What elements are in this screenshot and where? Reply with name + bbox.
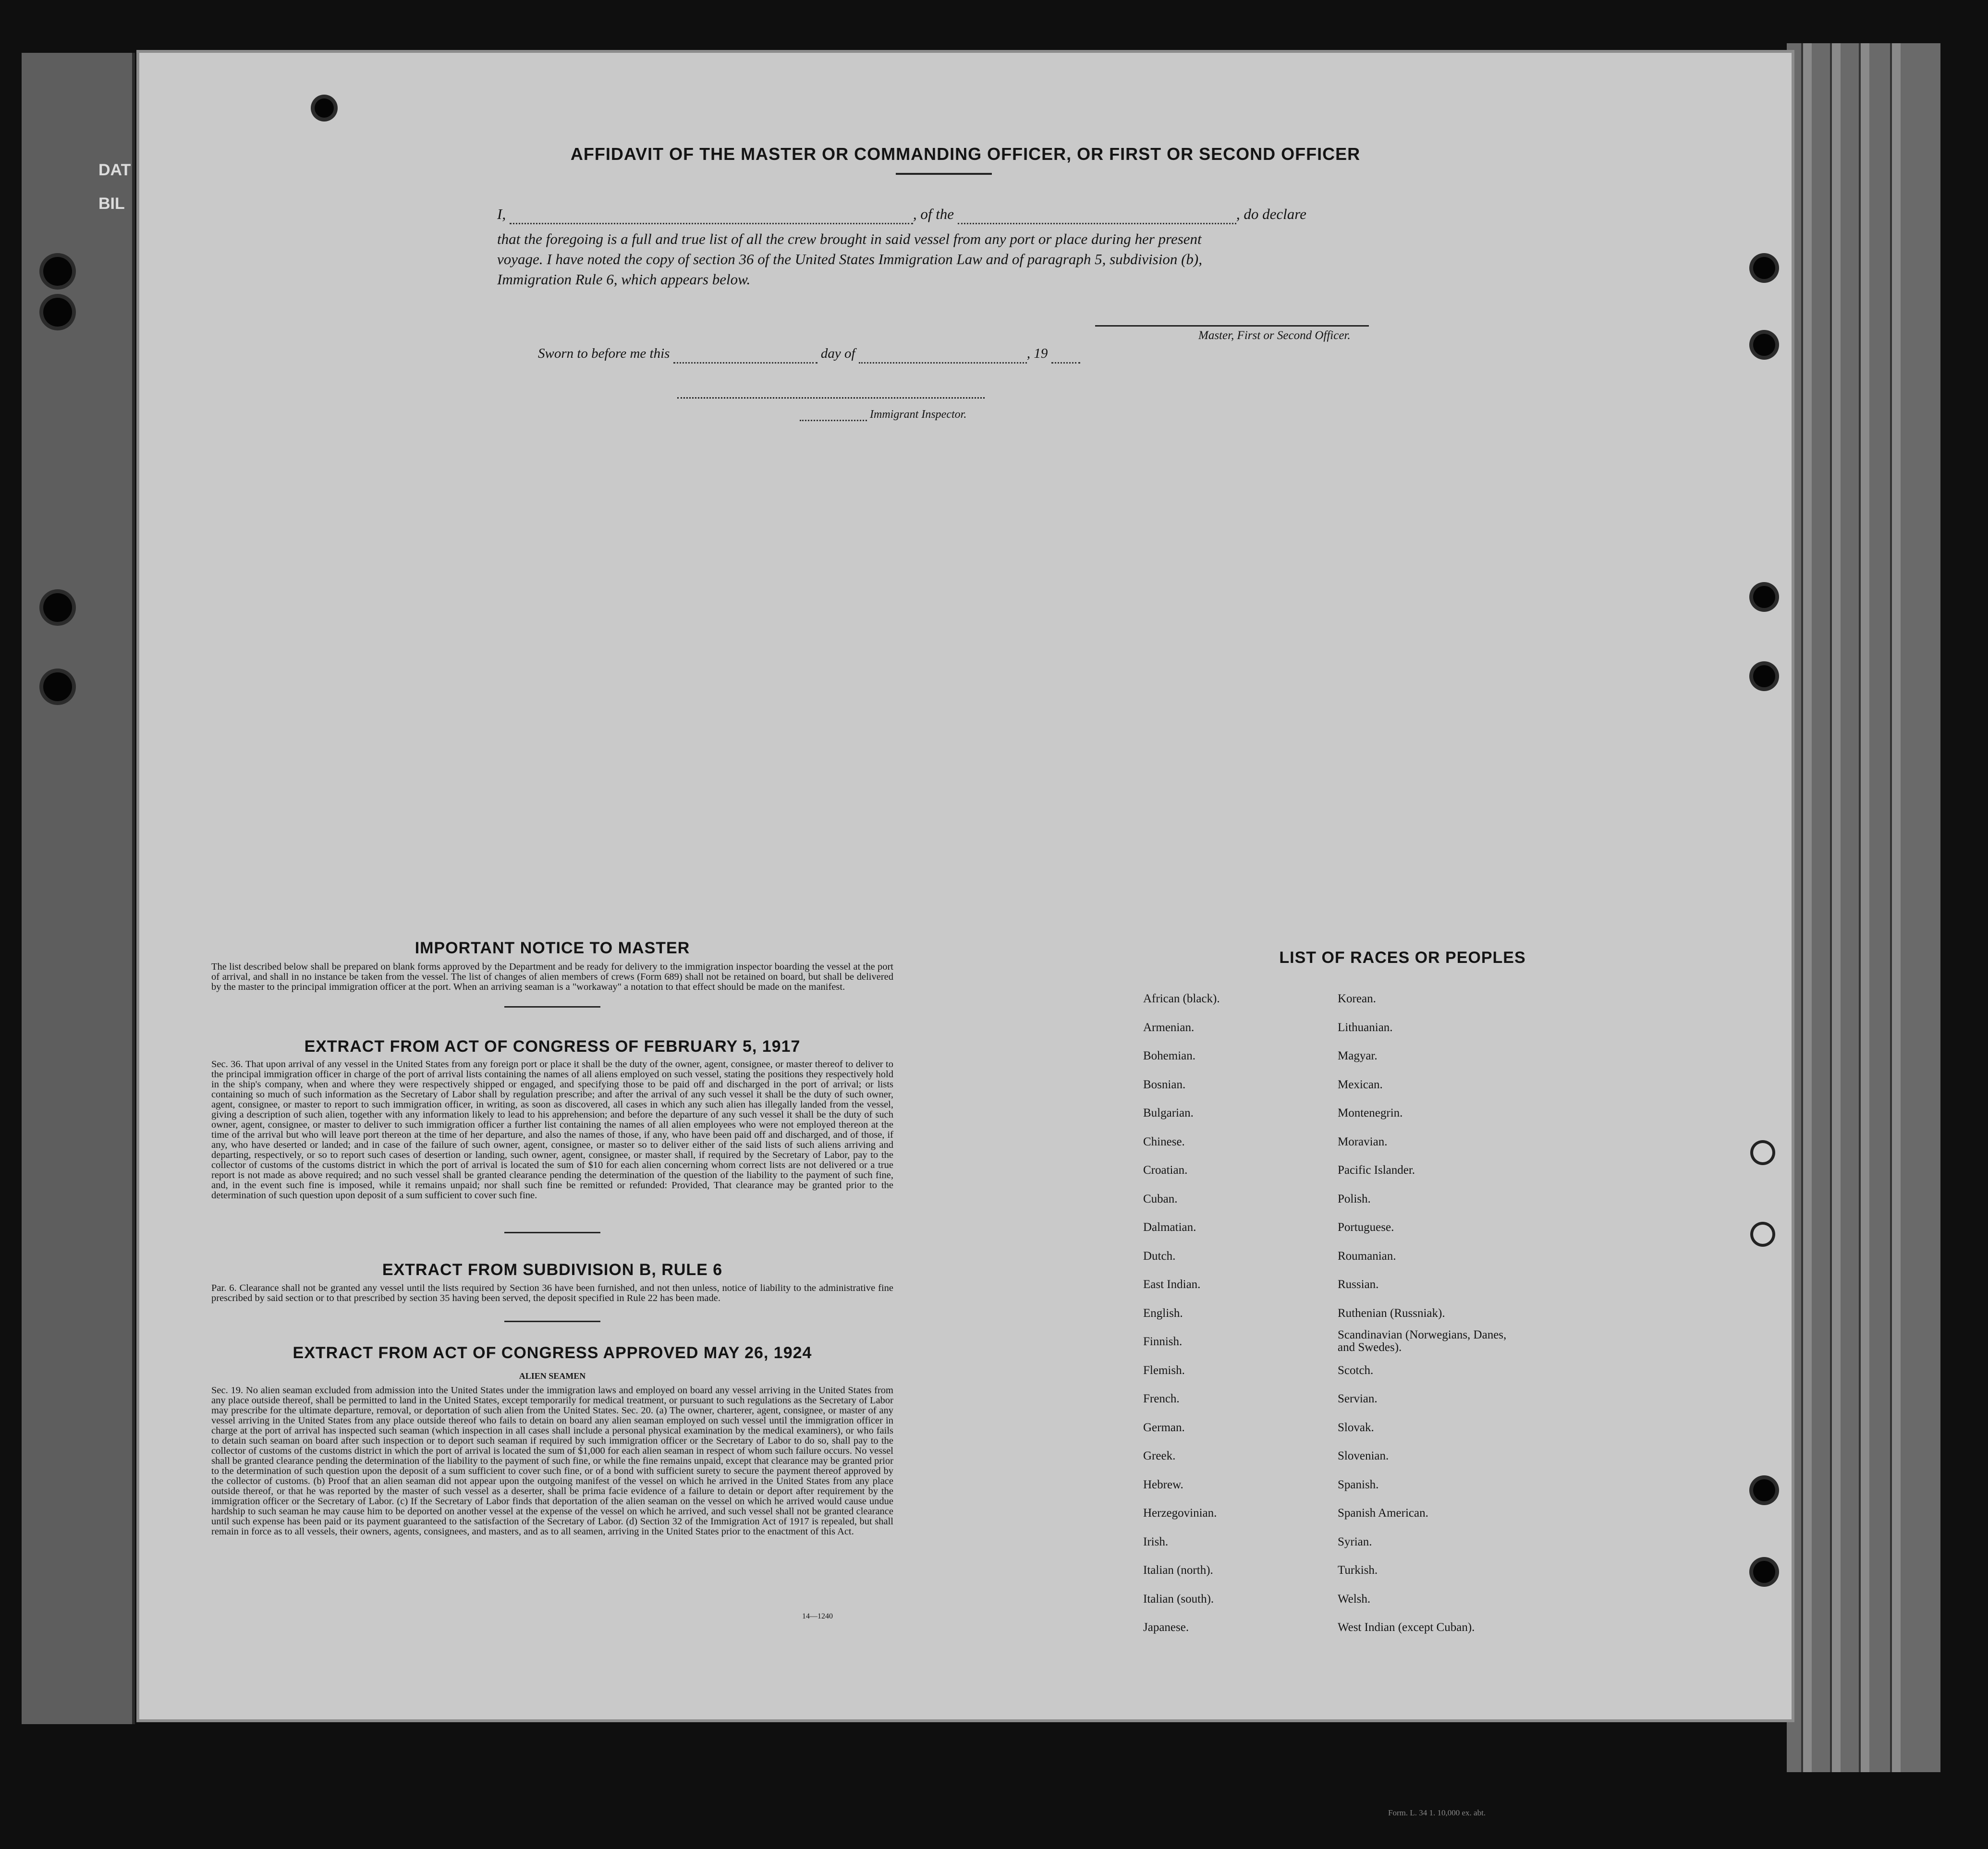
race-item: Croatian. bbox=[1143, 1164, 1188, 1177]
race-item: Slovenian. bbox=[1338, 1449, 1389, 1462]
binder-left bbox=[22, 53, 135, 1724]
punch-hole bbox=[1753, 586, 1775, 608]
punch-hole bbox=[1753, 1225, 1772, 1244]
race-item: Dutch. bbox=[1143, 1249, 1176, 1263]
section-rule bbox=[504, 1321, 600, 1322]
sworn-line bbox=[538, 343, 1210, 364]
extract2-text: Par. 6. Clearance shall not be granted any vessel until the lists required by Section 36 have been furnished, and not then unless, notice of liability to the administrative fine prescribed by said section or to that prescribed by section 35 having been served, the deposit specified in Rule 22 has been made. bbox=[211, 1283, 893, 1303]
punch-hole bbox=[1753, 1143, 1772, 1162]
extract1-text: Sec. 36. That upon arrival of any vessel in the United States from any foreign port or place it shall be the duty of the owner, agent, consignee, or master thereof to deliver to the principal immigration officer in charge of the port of arrival lists containing the names of all aliens employed on such vessel, stating the positions they respectively hold in the ship's company, when and where they were respectively shipped or engaged, and specifying those to be paid off and discharged in the port of arrival; or lists containing so much of such information as the Secretary of Labor shall by regulation prescribe; and after the arrival of any such vessel it shall be the duty of such owner, agent, consignee, or master to report to such immigration officer, in writing, as soon as discovered, all cases in which any such alien has illegally landed from the vessel, giving a description of such alien, together with any information likely to lead to his apprehension; and before the departure of any such vessel it shall be the duty of such owner, agent, consignee, or master to deliver to such immigration officer a further list containing the names of all alien employees who were not employed thereon at the time of the arrival but who will leave port thereon at the time of her departure, and also the names of those, if any, who have been paid off and discharged, and of those, if any, who have deserted or landed; and in case of the failure of such owner, agent, consignee, or master so to deliver either of the said lists of such aliens arriving and departing, respectively, or so to report such cases of desertion or landing, such owner, agent, consignee, or master shall, if required by the Secretary of Labor, pay to the collector of customs of the customs district in which the port of arrival is located the sum of $10 for each alien concerning whom correct lists are not delivered or a true report is not made as above required; and no such vessel shall be granted clearance pending the determination of the question of the liability to the payment of such fine, and, in the event such fine is imposed, while it remains unpaid; nor shall such fine be remitted or refunded: Provided, That clearance may be granted prior to the determination of such question upon deposit of a sum sufficient to cover such fine. bbox=[211, 1059, 893, 1201]
inspector-label-text: Immigrant Inspector. bbox=[870, 408, 967, 421]
binder-right-edges bbox=[1787, 43, 1940, 1772]
sworn-month-field[interactable] bbox=[859, 349, 1027, 364]
margin-label-bil: BIL bbox=[98, 195, 125, 213]
race-item: Finnish. bbox=[1143, 1335, 1183, 1348]
race-item: Flemish. bbox=[1143, 1363, 1185, 1377]
form-code: 14—1240 bbox=[802, 1612, 833, 1620]
race-item: Italian (north). bbox=[1143, 1564, 1213, 1577]
race-item: Scandinavian (Norwegians, Danes, and Swedes). bbox=[1338, 1328, 1507, 1354]
notice-heading: IMPORTANT NOTICE TO MASTER bbox=[415, 939, 690, 957]
master-signature-label: Master, First or Second Officer. bbox=[1198, 329, 1351, 342]
race-item: Spanish American. bbox=[1338, 1507, 1428, 1520]
punch-hole bbox=[1753, 1561, 1775, 1583]
race-item: Mexican. bbox=[1338, 1078, 1383, 1091]
race-item: Pacific Islander. bbox=[1338, 1164, 1415, 1177]
race-item: Polish. bbox=[1338, 1192, 1371, 1205]
race-item: Bohemian. bbox=[1143, 1049, 1196, 1062]
section-rule bbox=[504, 1006, 600, 1008]
race-item: Greek. bbox=[1143, 1449, 1176, 1462]
race-item: Turkish. bbox=[1338, 1564, 1378, 1577]
race-item: Slovak. bbox=[1338, 1421, 1374, 1434]
punch-hole bbox=[1753, 665, 1775, 687]
race-item: Montenegrin. bbox=[1338, 1107, 1403, 1119]
punch-hole bbox=[1753, 334, 1775, 356]
inspector-label bbox=[800, 408, 966, 421]
race-item: Welsh. bbox=[1338, 1592, 1371, 1606]
title-rule bbox=[896, 173, 992, 175]
declarant-name-field[interactable] bbox=[510, 209, 913, 224]
declaration-line-2: that the foregoing is a full and true list of all the crew brought in said vessel from any port or place during her present bbox=[497, 231, 1202, 247]
form-sheet bbox=[139, 53, 1792, 1719]
race-item: Korean. bbox=[1338, 992, 1376, 1005]
race-item: Roumanian. bbox=[1338, 1249, 1396, 1263]
race-item: East Indian. bbox=[1143, 1278, 1201, 1291]
extract2-heading: EXTRACT FROM SUBDIVISION B, RULE 6 bbox=[382, 1261, 723, 1279]
punch-hole bbox=[1753, 257, 1775, 279]
race-item: Irish. bbox=[1143, 1535, 1169, 1548]
race-item: Japanese. bbox=[1143, 1621, 1189, 1634]
inspector-signature-line[interactable] bbox=[677, 397, 985, 399]
race-item: Bosnian. bbox=[1143, 1078, 1186, 1091]
race-item: Chinese. bbox=[1143, 1135, 1185, 1148]
race-item: Italian (south). bbox=[1143, 1592, 1214, 1606]
race-item: Armenian. bbox=[1143, 1021, 1195, 1034]
sworn-prefix: Sworn to before me this bbox=[538, 346, 670, 361]
extract3-text: Sec. 19. No alien seaman excluded from admission into the United States under the immigration laws and employed on board any vessel arriving in the United States from any place outside thereof, shall be permitted to land in the United States, except temporarily for medical treatment, or pursuant to such regulations as the Secretary of Labor may prescribe for the ultimate departure, removal, or deportation of such alien from the United States. Sec. 20. (a) The owner, charterer, agent, consignee, or master of any vessel arriving in the United States from any place outside thereof who fails to detain on board any alien seaman employed on such vessel until the immigration officer in charge at the port of arrival has inspected such seaman (which inspection in all cases shall include a personal physical examination by the medical examiners), or who fails to detain such seaman on board after such inspection or to deport such seaman if required by such immigration officer or the Secretary of Labor to do so, shall pay to the collector of customs of the customs district in which the port of arrival is located the sum of $1,000 for each alien seaman in respect of whom such failure occurs. No vessel shall be granted clearance pending the determination of the liability to the payment of such fine, or while the fine remains unpaid, except that clearance may be granted prior to the determination of such question upon the deposit of a sum sufficient to cover such fine, or of a bond with sufficient surety to secure the payment thereof approved by the collector of customs. (b) Proof that an alien seaman did not appear upon the outgoing manifest of the vessel on which he arrived in the United States from any place outside thereof, or that he was reported by the master of such vessel as a deserter, shall be prima facie evidence of a failure to detain or deport after requirement by the immigration officer or the Secretary of Labor. (c) If the Secretary of Labor finds that deportation of the alien seaman on the vessel on which he arrived would cause undue hardship to such seaman he may cause him to be deported on another vessel at the expense of the vessel on which he arrived, and such vessel shall not be granted clearance until such expense has been paid or its payment guaranteed to the satisfaction of the Secretary of Labor. (d) Section 32 of the Immigration Act of 1917 is repealed, but shall remain in force as to all vessels, their owners, agents, consignees, and masters, and as to all seamen, arriving in the United States prior to the enactment of this Act. bbox=[211, 1385, 893, 1537]
declaration-line-1 bbox=[497, 204, 1561, 224]
extract3-subheading: ALIEN SEAMEN bbox=[519, 1371, 586, 1381]
sworn-day-field[interactable] bbox=[673, 349, 817, 364]
punch-hole bbox=[43, 593, 72, 622]
race-item: Ruthenian (Russniak). bbox=[1338, 1306, 1445, 1320]
race-item: French. bbox=[1143, 1392, 1180, 1405]
sworn-year-field[interactable] bbox=[1051, 349, 1080, 364]
inspector-dots bbox=[800, 411, 867, 421]
declaration-line-4: Immigration Rule 6, which appears below. bbox=[497, 271, 751, 288]
race-item: African (black). bbox=[1143, 992, 1220, 1005]
extract1-heading: EXTRACT FROM ACT OF CONGRESS OF FEBRUARY 5, 1917 bbox=[304, 1037, 801, 1056]
race-item: Russian. bbox=[1338, 1278, 1379, 1291]
race-item: Dalmatian. bbox=[1143, 1221, 1196, 1234]
race-item: Scotch. bbox=[1338, 1363, 1374, 1377]
sworn-year-label: , 19 bbox=[1026, 346, 1048, 361]
declarant-prefix: I, bbox=[497, 206, 506, 222]
affidavit-title: AFFIDAVIT OF THE MASTER OR COMMANDING OFFICER, OR FIRST OR SECOND OFFICER bbox=[570, 144, 1361, 164]
sworn-day-label: day of bbox=[820, 346, 855, 361]
punch-hole bbox=[315, 98, 334, 118]
race-item: Cuban. bbox=[1143, 1192, 1178, 1205]
races-heading: LIST OF RACES OR PEOPLES bbox=[1279, 949, 1526, 967]
race-item: Portuguese. bbox=[1338, 1221, 1394, 1234]
race-item: Hebrew. bbox=[1143, 1478, 1183, 1491]
race-item: Bulgarian. bbox=[1143, 1107, 1194, 1119]
race-item: Spanish. bbox=[1338, 1478, 1379, 1491]
race-item: Moravian. bbox=[1338, 1135, 1388, 1148]
race-item: Syrian. bbox=[1338, 1535, 1372, 1548]
race-item: English. bbox=[1143, 1306, 1183, 1320]
race-item: German. bbox=[1143, 1421, 1185, 1434]
punch-hole bbox=[43, 298, 72, 327]
do-declare-text: , do declare bbox=[1236, 206, 1306, 222]
extract3-heading: EXTRACT FROM ACT OF CONGRESS APPROVED MAY 26, 1924 bbox=[293, 1344, 812, 1362]
race-item: West Indian (except Cuban). bbox=[1338, 1621, 1475, 1634]
race-item: Lithuanian. bbox=[1338, 1021, 1393, 1034]
race-item: Servian. bbox=[1338, 1392, 1378, 1405]
of-the-text: , of the bbox=[913, 206, 954, 222]
form-stamp: Form. L. 34 1. 10,000 ex. abt. bbox=[1388, 1808, 1486, 1817]
race-item: Herzegovinian. bbox=[1143, 1507, 1217, 1520]
declaration-line-3: voyage. I have noted the copy of section 36 of the United States Immigration Law and of paragraph 5, subdivision (b), bbox=[497, 251, 1202, 268]
master-signature-line[interactable] bbox=[1095, 325, 1369, 327]
vessel-name-field[interactable] bbox=[958, 209, 1236, 224]
punch-hole bbox=[43, 257, 72, 286]
section-rule bbox=[504, 1232, 600, 1233]
punch-hole bbox=[43, 672, 72, 701]
notice-text: The list described below shall be prepared on blank forms approved by the Department and be ready for delivery to the immigration inspector boarding the vessel at the port of arrival, and shall in no instance be taken from the vessel. The list of changes of alien members of crews (Form 689) shall not be retained on board, but shall be delivered by the master to the principal immigration officer at the port. When an arriving seaman is a "workaway" a notation to that effect should be made on the manifest. bbox=[211, 961, 893, 992]
punch-hole bbox=[1753, 1479, 1775, 1501]
margin-label-dat: DAT bbox=[98, 161, 131, 179]
race-item: Magyar. bbox=[1338, 1049, 1378, 1062]
